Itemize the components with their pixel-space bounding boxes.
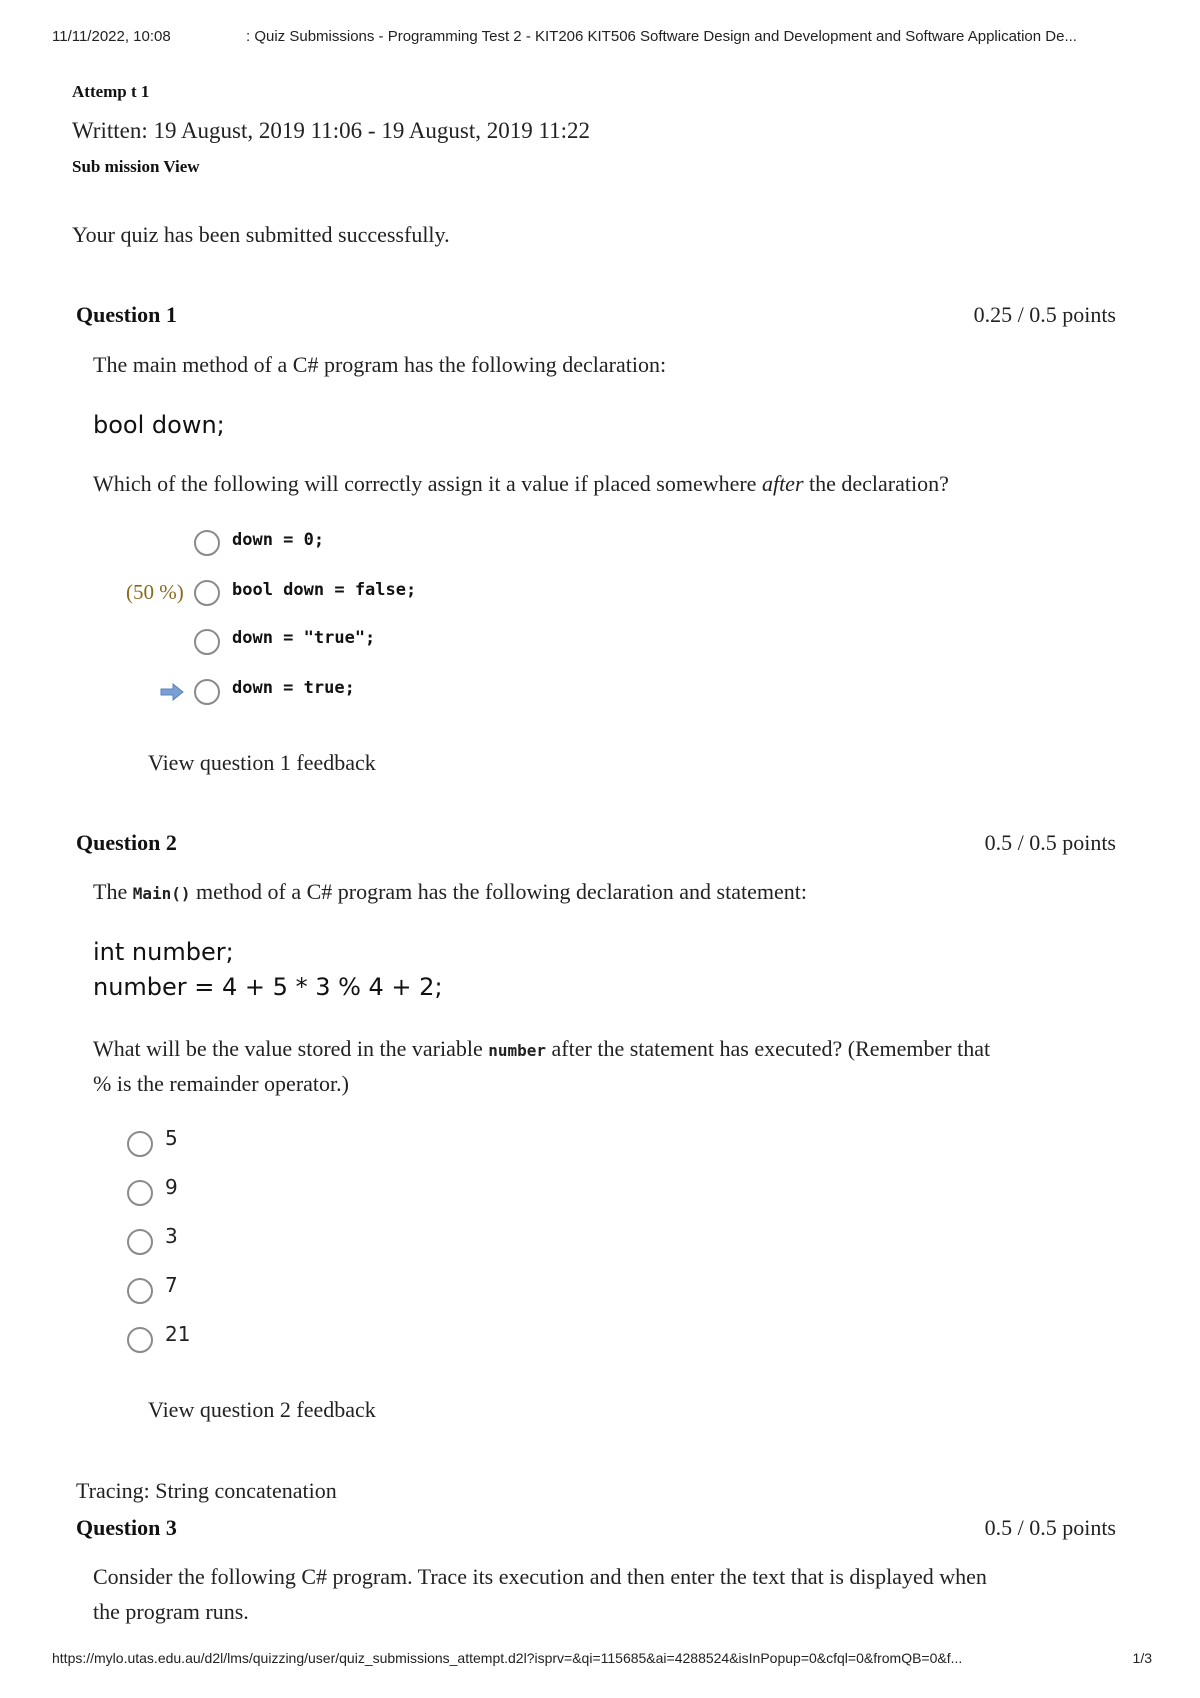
print-page-number: 1/3 [1132, 1650, 1152, 1666]
option-label: down = true; [232, 678, 355, 698]
print-url: https://mylo.utas.edu.au/d2l/lms/quizzing/user/quiz_submissions_attempt.d2l?isprv=&qi=115685&ai=4288524&isInPopup=0&cfql=0&fromQB=0&f... [52, 1650, 963, 1666]
option-label: 21 [165, 1322, 191, 1346]
option-label: 9 [165, 1175, 178, 1199]
question-title: Question 2 [76, 830, 177, 855]
question-text-part: after the statement has executed? (Remember that [546, 1036, 991, 1061]
question-text-line2: % is the remainder operator.) [93, 1071, 349, 1096]
option-radio[interactable] [127, 1278, 153, 1304]
option-radio[interactable] [127, 1131, 153, 1157]
option-label: 5 [165, 1126, 178, 1150]
print-page-title: : Quiz Submissions - Programming Test 2 - KIT206 KIT506 Software Design and Development and Software Application De... [246, 28, 1077, 45]
option-radio[interactable] [127, 1180, 153, 1206]
option-radio[interactable] [194, 679, 220, 705]
print-header [52, 28, 1152, 45]
view-feedback-link[interactable]: View question 2 feedback [148, 1397, 376, 1422]
score-percent: (50 %) [126, 580, 184, 604]
submitted-message: Your quiz has been submitted successfully. [72, 222, 450, 247]
question-code: number [488, 1041, 547, 1060]
question-points: 0.5 / 0.5 points [984, 830, 1116, 855]
option-radio[interactable] [194, 530, 220, 556]
section-heading: Tracing: String concatenation [76, 1478, 337, 1503]
code-line: number = 4 + 5 * 3 % 4 + 2; [93, 973, 443, 1001]
option-label: down = "true"; [232, 628, 376, 648]
question-text-part: the declaration? [803, 471, 949, 496]
question-prompt-line2: the program runs. [93, 1599, 249, 1624]
selected-answer-arrow-icon [160, 683, 184, 701]
prompt-part: method of a C# program has the following declaration and statement: [190, 879, 807, 904]
option-label: down = 0; [232, 530, 325, 550]
print-date: 11/11/2022, 10:08 [52, 28, 171, 45]
option-radio[interactable] [194, 629, 220, 655]
option-radio[interactable] [127, 1327, 153, 1353]
question-points: 0.5 / 0.5 points [984, 1515, 1116, 1540]
option-label: 3 [165, 1224, 178, 1248]
question-title: Question 3 [76, 1515, 177, 1540]
question-text [93, 1036, 990, 1062]
question-points: 0.25 / 0.5 points [973, 302, 1116, 327]
written-time: Written: 19 August, 2019 11:06 - 19 August, 2019 11:22 [72, 118, 591, 143]
submission-view-label: Sub mission View [72, 157, 200, 176]
question-text [93, 471, 949, 497]
view-feedback-link[interactable]: View question 1 feedback [148, 750, 376, 775]
question-emphasis: after [761, 471, 804, 496]
print-footer [52, 1650, 1152, 1666]
prompt-part: The [93, 879, 133, 904]
option-radio[interactable] [127, 1229, 153, 1255]
question-prompt: Consider the following C# program. Trace its execution and then enter the text that is displayed when [93, 1564, 987, 1589]
attempt-title: Attemp t 1 [72, 82, 150, 101]
question-text-part: Which of the following will correctly assign it a value if placed somewhere [93, 471, 762, 496]
code-line: int number; [93, 938, 234, 966]
question-prompt [93, 879, 807, 905]
prompt-code: Main() [132, 884, 191, 903]
option-label: 7 [165, 1273, 178, 1297]
option-label: bool down = false; [232, 580, 417, 600]
option-radio[interactable] [194, 580, 220, 606]
question-prompt: The main method of a C# program has the following declaration: [93, 352, 667, 377]
code-line: bool down; [93, 411, 225, 439]
question-title: Question 1 [76, 302, 177, 327]
question-text-part: What will be the value stored in the variable [93, 1036, 489, 1061]
